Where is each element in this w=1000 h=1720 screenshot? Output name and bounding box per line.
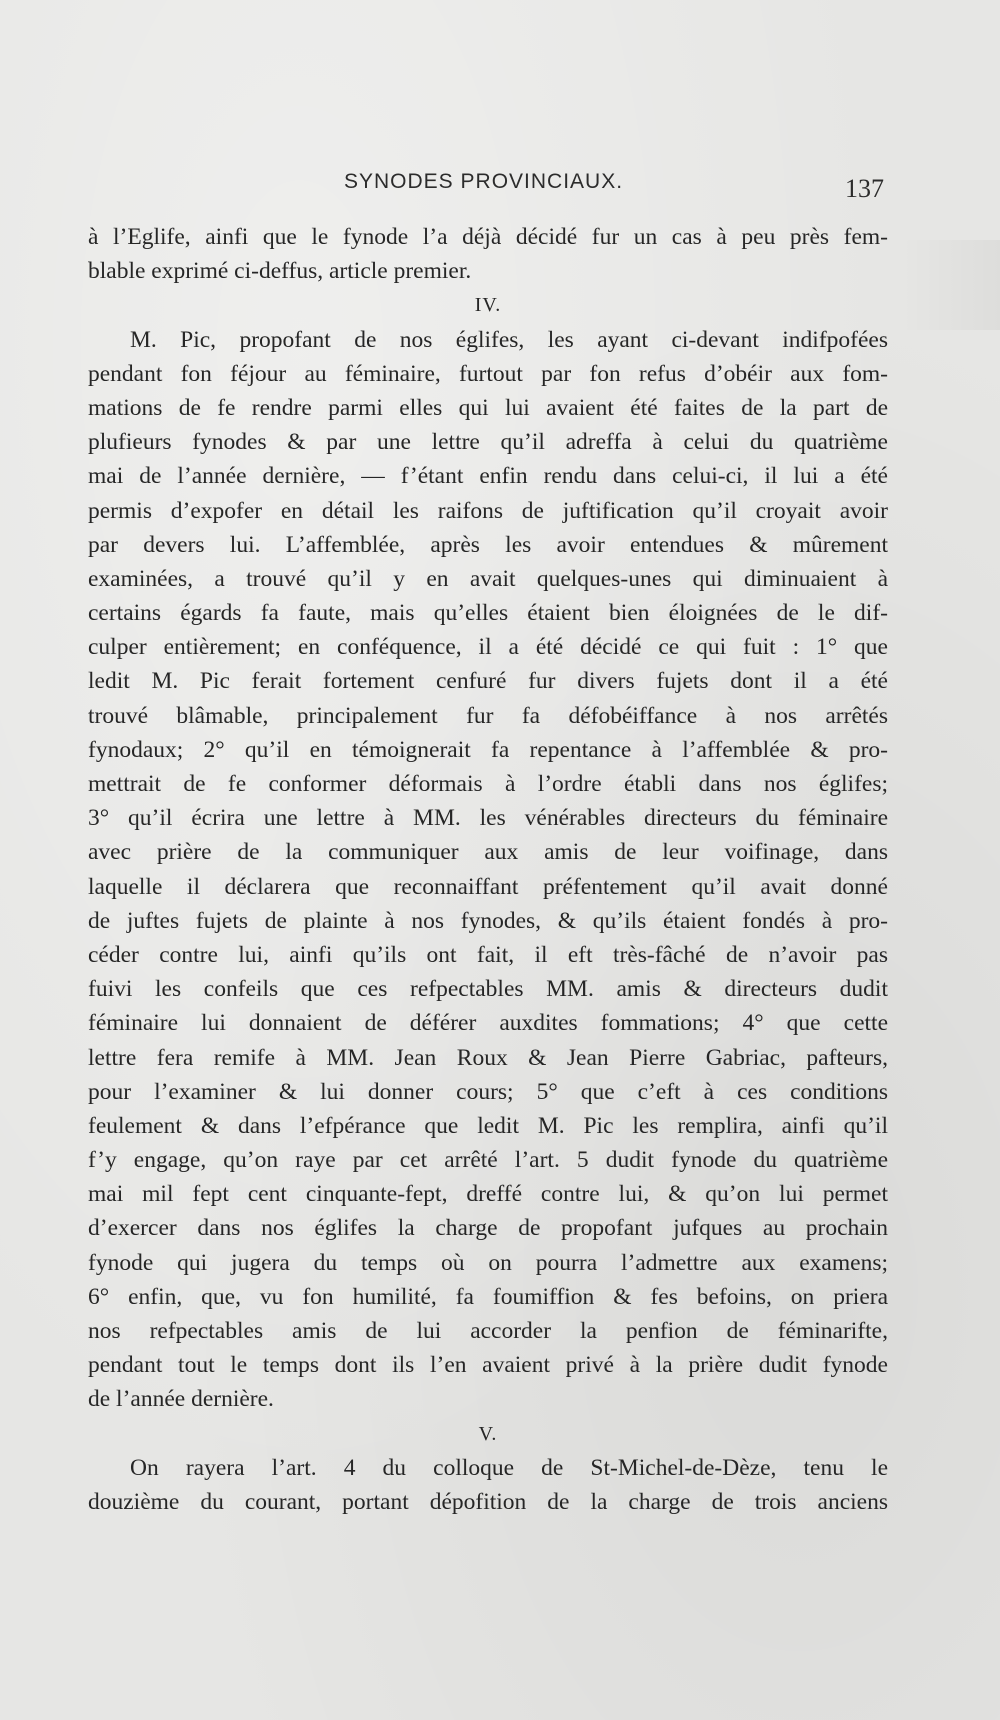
text-line: mai de l’année dernière, — f’étant enfin rendu dans celui-ci, il lui a été — [88, 463, 888, 490]
text-line: trouvé blâmable, principalement fur fa défobéiffance à nos arrêtés — [88, 702, 888, 729]
text-line: mations de fe rendre parmi elles qui lui avaient été faites de la part de — [88, 394, 888, 421]
text-line: douzième du courant, portant dépofition de la charge de trois anciens — [88, 1488, 888, 1515]
section-number-iv: IV. — [474, 294, 502, 317]
text-line: On rayera l’art. 4 du colloque de St-Michel-de-Dèze, tenu le — [130, 1454, 888, 1481]
text-line: certains égards fa faute, mais qu’elles étaient bien éloignées de le dif- — [88, 600, 888, 627]
bleed-through-shadow — [900, 240, 1000, 330]
text-line: céder contre lui, ainfi qu’ils ont fait, il eft très-fâché de n’avoir pas — [88, 941, 888, 968]
text-line: mettrait de fe conformer déformais à l’ordre établi dans nos églifes; — [88, 771, 888, 797]
text-line: pendant fon féjour au féminaire, furtout par fon refus d’obéir aux fom- — [88, 360, 888, 387]
text-line: de juftes fujets de plainte à nos fynodes, & qu’ils étaient fondés à pro- — [88, 907, 888, 934]
paragraph — [88, 323, 888, 1417]
text-line: fynodaux; 2° qu’il en témoignerait fa repentance à l’affemblée & pro- — [88, 736, 888, 763]
text-line: avec prière de la communiquer aux amis de leur voifinage, dans — [88, 839, 888, 866]
text-line: f’y engage, qu’on raye par cet arrêté l’art. 5 dudit fynode du quatrième — [88, 1147, 888, 1174]
text-line: pour l’examiner & lui donner cours; 5° que c’eft à ces conditions — [88, 1078, 888, 1105]
text-line: fuivi les confeils que ces refpectables MM. amis & directeurs dudit — [88, 976, 888, 1003]
text-line: à l’Eglife, ainfi que le fynode l’a déjà décidé fur un cas à peu près fem- — [88, 224, 888, 250]
text-line: plufieurs fynodes & par une lettre qu’il adreffa à celui du quatrième — [88, 429, 888, 456]
text-line: d’exercer dans nos églifes la charge de propofant jufques au prochain — [88, 1215, 888, 1242]
paragraph — [88, 1451, 888, 1519]
text-line: lettre fera remife à MM. Jean Roux & Jean Pierre Gabriac, pafteurs, — [88, 1044, 888, 1071]
text-line: féminaire lui donnaient de déférer auxdites fommations; 4° que cette — [88, 1010, 888, 1037]
text-line: culper entièrement; en conféquence, il a été décidé ce qui fuit : 1° que — [88, 634, 888, 661]
section-number-v: V. — [478, 1422, 498, 1445]
text-line: permis d’expofer en détail les raifons de juftification qu’il croyait avoir — [88, 497, 888, 524]
text-line: ledit M. Pic ferait fortement cenfuré fur divers fujets dont il a été — [88, 668, 888, 695]
text-line: M. Pic, propofant de nos églifes, les ayant ci-devant indifpofées — [130, 326, 888, 353]
text-line: fynode qui jugera du temps où on pourra l’admettre aux examens; — [88, 1249, 888, 1276]
body-text — [88, 220, 888, 1519]
text-line: de l’année dernière. — [88, 1386, 274, 1413]
text-line: par devers lui. L’affemblée, après les avoir entendues & mûrement — [88, 531, 888, 558]
text-line: laquelle il déclarera que reconnaiffant préfentement qu’il avait donné — [88, 873, 888, 900]
page-number: 137 — [845, 174, 884, 203]
text-line: 3° qu’il écrira une lettre à MM. les vénérables directeurs du féminaire — [88, 805, 888, 832]
text-line: examinées, a trouvé qu’il y en avait quelques-unes qui diminuaient à — [88, 565, 888, 592]
text-line: pendant tout le temps dont ils l’en avaient privé à la prière dudit fynode — [88, 1352, 888, 1379]
text-line: nos refpectables amis de lui accorder la penfion de féminarifte, — [88, 1318, 888, 1344]
running-head: SYNODES PROVINCIAUX. — [344, 170, 624, 193]
paragraph — [88, 220, 888, 288]
text-line: feulement & dans l’efpérance que ledit M. Pic les remplira, ainfi qu’il — [88, 1112, 888, 1139]
text-line: mai mil fept cent cinquante-fept, dreffé contre lui, & qu’on lui permet — [88, 1181, 888, 1208]
text-line: 6° enfin, que, vu fon humilité, fa foumiffion & fes befoins, on priera — [88, 1283, 888, 1310]
text-line: blable exprimé ci-deffus, article premier. — [88, 258, 472, 285]
